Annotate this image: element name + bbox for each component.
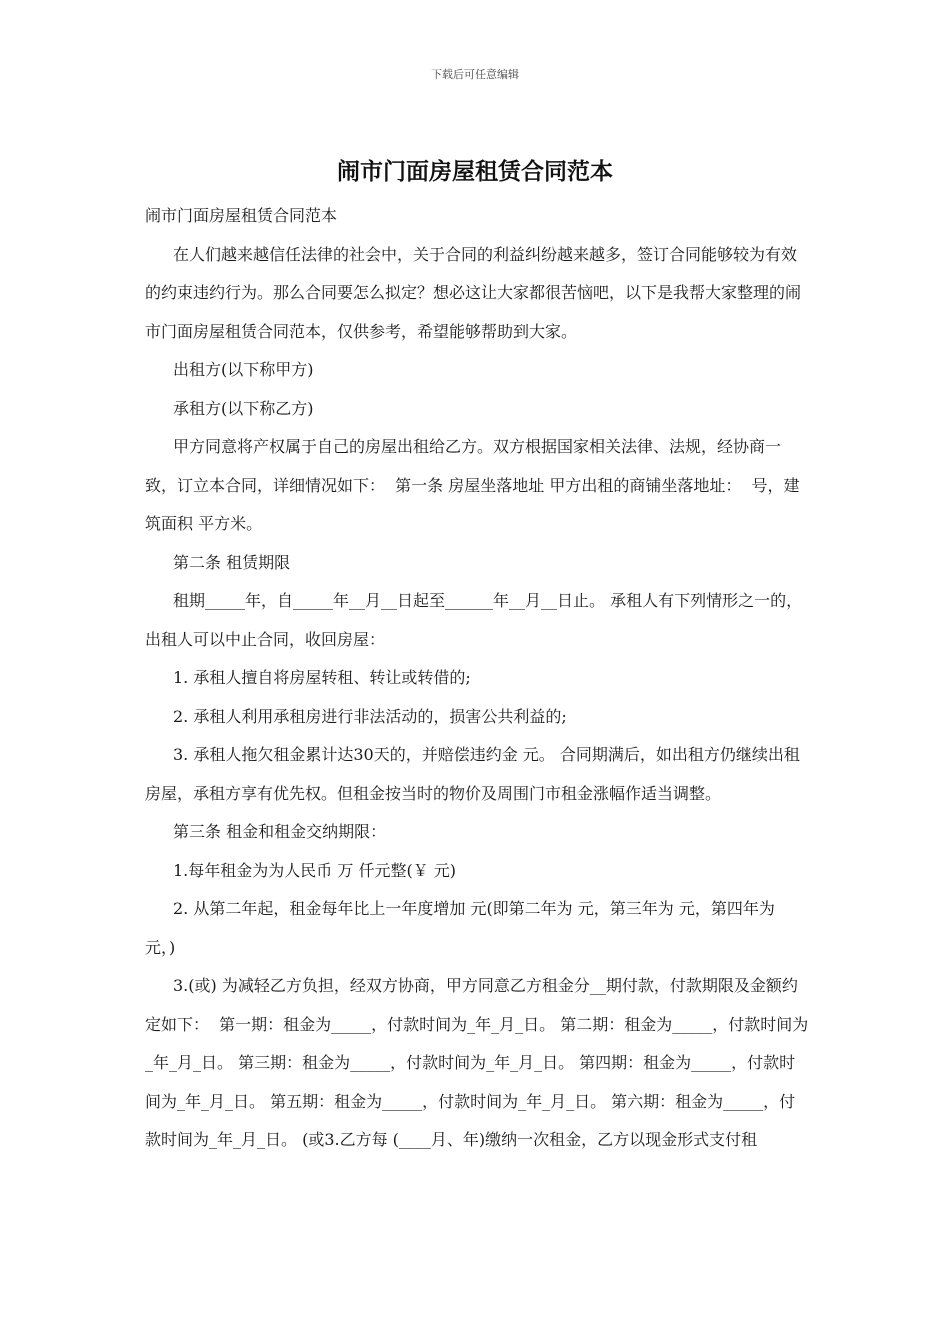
- paragraph: 1.每年租金为为人民币 万 仟元整(￥ 元): [173, 860, 457, 880]
- paragraph: 承租方(以下称乙方): [173, 398, 314, 418]
- document-body: [145, 197, 810, 1160]
- paragraph: 2. 承租人利用承租房进行非法活动的，损害公共利益的;: [173, 706, 567, 726]
- paragraph: 甲方同意将产权属于自己的房屋出租给乙方。双方根据国家相关法律、法规，经协商一致，订立本合同，详细情况如下： 第一条 房屋坐落地址 甲方出租的商铺坐落地址： 号，建筑面积 平方米。: [145, 437, 800, 533]
- paragraph: 3. 承租人拖欠租金累计达30天的，并赔偿违约金 元。 合同期满后，如出租方仍继续出租房屋，承租方享有优先权。但租金按当时的物价及周围门市租金涨幅作适当调整。: [145, 745, 800, 803]
- paragraph: 第三条 租金和租金交纳期限：: [173, 822, 387, 841]
- paragraph: 1. 承租人擅自将房屋转租、转让或转借的;: [173, 668, 471, 687]
- paragraph: 在人们越来越信任法律的社会中，关于合同的利益纠纷越来越多，签订合同能够较为有效的约束违约行为。那么合同要怎么拟定？想必这让大家都很苦恼吧，以下是我帮大家整理的闹市门面房屋租赁合同范本，仅供参考，希望能够帮助到大家。: [145, 244, 802, 341]
- paragraph: 2. 从第二年起，租金每年比上一年度增加 元(即第二年为 元，第三年为 元，第四年为 元，): [145, 899, 780, 957]
- paragraph: 第二条 租赁期限: [173, 552, 291, 572]
- header-note: 下载后可任意编辑: [431, 68, 519, 81]
- document-title: 闹市门面房屋租赁合同范本: [337, 158, 613, 185]
- paragraph: 闹市门面房屋租赁合同范本: [145, 206, 338, 225]
- paragraph: 租期_____年，自_____年__月__日起至______年__月__日止。 承租人有下列情形之一的，出租人可以中止合同，收回房屋：: [145, 591, 803, 649]
- paragraph: 出租方(以下称甲方): [173, 360, 314, 379]
- paragraph: 3.(或) 为减轻乙方负担，经双方协商，甲方同意乙方租金分__期付款，付款期限及金额约定如下： 第一期：租金为_____，付款时间为_年_月_日。 第二期：租金为_____，付款时间为_年_月_日。 第三期：租金为_____，付款时间为_年_月_日。 第四期：租金为_____，付款时间为_年_月_日。 第五期：租金为_____，付款时间为_年_月_日。 第六期：租金为_____，付款时间为_年_月_日。 (或3.乙方每 (____月、年)缴纳一次租金，乙方以现金形式支付租: [145, 976, 809, 1149]
